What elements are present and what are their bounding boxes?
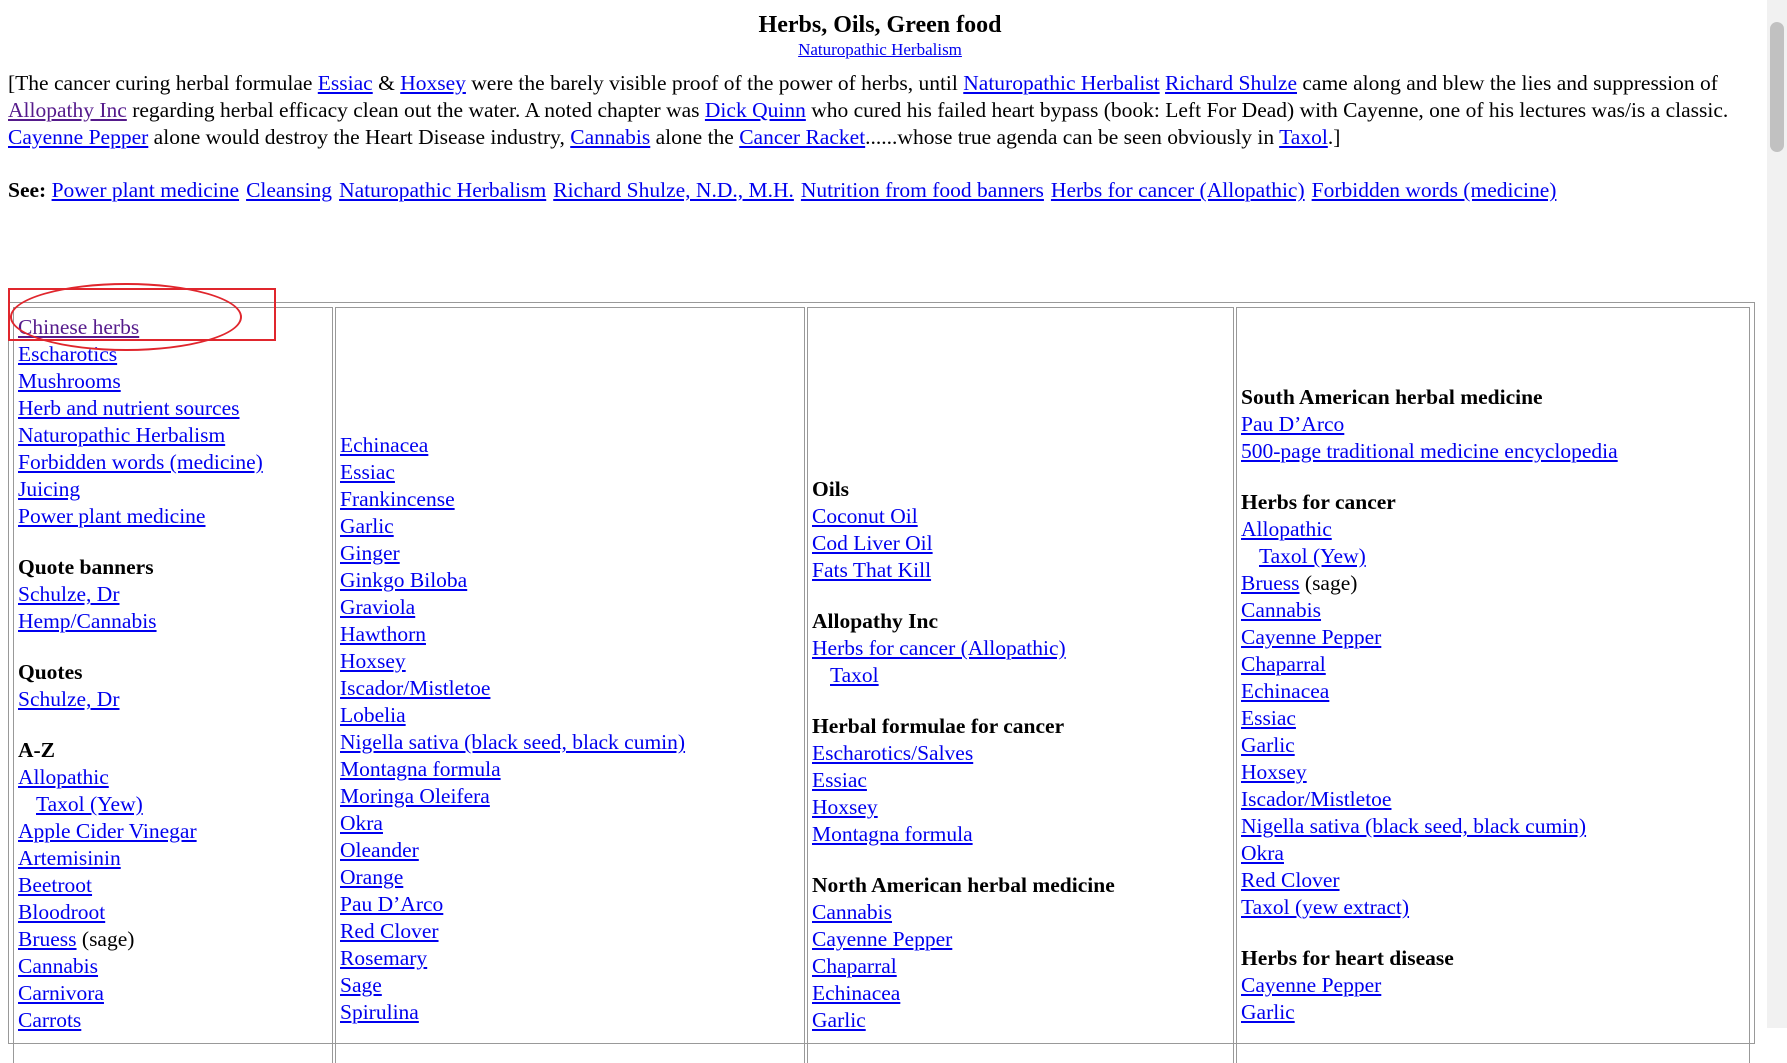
page-content — [8, 0, 1752, 204]
section-heading: Herbal formulae for cancer — [812, 714, 1065, 738]
list-item[interactable]: Chinese herbs — [18, 315, 140, 339]
list-item[interactable]: Naturopathic Herbalism — [18, 423, 226, 447]
list-item[interactable]: Juicing — [18, 477, 81, 501]
list-link[interactable]: Bruess — [18, 927, 77, 951]
section-heading: Herbs for cancer — [1241, 490, 1396, 514]
intro-text: came along and blew the lies and suppression of — [1297, 71, 1718, 95]
list-item[interactable]: Sage — [340, 973, 382, 997]
list-item[interactable]: Hoxsey — [1241, 760, 1307, 784]
list-item[interactable]: Bloodroot — [18, 900, 106, 924]
list-item[interactable]: Herb and nutrient sources — [18, 396, 240, 420]
list-item[interactable]: Allopathic — [1241, 517, 1332, 541]
list-item[interactable]: Cayenne Pepper — [1241, 625, 1382, 649]
section-heading: Quotes — [18, 660, 83, 684]
column-2-content — [340, 432, 802, 1026]
list-item[interactable]: Cod Liver Oil — [812, 531, 933, 555]
intro-text: .] — [1327, 125, 1341, 149]
list-item[interactable]: Okra — [1241, 841, 1284, 865]
intro-text: alone would destroy the Heart Disease industry, — [148, 125, 571, 149]
list-item[interactable]: Carnivora — [18, 981, 104, 1005]
see-link[interactable]: Cleansing — [246, 178, 333, 202]
list-item[interactable]: Chaparral — [812, 954, 897, 978]
list-item[interactable]: Schulze, Dr — [18, 687, 120, 711]
see-link[interactable]: Nutrition from food banners — [800, 178, 1044, 202]
see-link[interactable]: Forbidden words (medicine) — [1311, 178, 1557, 202]
see-label: See: — [8, 178, 47, 202]
list-item[interactable]: Taxol (Yew) — [1259, 544, 1366, 568]
see-link[interactable]: Herbs for cancer (Allopathic) — [1050, 178, 1305, 202]
list-item[interactable]: Pau D’Arco — [340, 892, 444, 916]
list-item[interactable]: Hemp/Cannabis — [18, 609, 157, 633]
list-item[interactable]: Carrots — [18, 1008, 82, 1032]
list-item[interactable]: Ginger — [340, 541, 400, 565]
list-item[interactable]: Frankincense — [340, 487, 455, 511]
list-item[interactable]: Okra — [340, 811, 383, 835]
list-item[interactable]: Echinacea — [812, 981, 901, 1005]
list-item[interactable]: Red Clover — [1241, 868, 1340, 892]
list-item[interactable]: Allopathic — [18, 765, 109, 789]
link-richard-shulze[interactable]: Richard Shulze — [1165, 71, 1297, 95]
link-hoxsey[interactable]: Hoxsey — [400, 71, 466, 95]
column-3-content — [812, 476, 1231, 1034]
intro-text: were the barely visible proof of the power of herbs, until — [465, 71, 964, 95]
column-1 — [13, 307, 333, 1063]
list-item[interactable]: Orange — [340, 865, 404, 889]
list-item[interactable]: Red Clover — [340, 919, 439, 943]
list-item[interactable]: Essiac — [1241, 706, 1296, 730]
column-3 — [807, 307, 1234, 1063]
list-item[interactable]: Iscador/Mistletoe — [1241, 787, 1392, 811]
list-item[interactable]: Taxol (yew extract) — [1241, 895, 1410, 919]
list-item[interactable]: Moringa Oleifera — [340, 784, 490, 808]
list-item[interactable]: Garlic — [812, 1008, 866, 1032]
list-note: (sage) — [76, 927, 135, 951]
list-item[interactable]: Cayenne Pepper — [1241, 973, 1382, 997]
link-naturopathic-herbalist[interactable]: Naturopathic Herbalist — [963, 71, 1160, 95]
list-item[interactable]: Fats That Kill — [812, 558, 932, 582]
see-also — [8, 177, 1752, 204]
section-heading: Allopathy Inc — [812, 609, 939, 633]
list-item — [1241, 570, 1747, 597]
intro-text: [The cancer curing herbal formulae — [8, 71, 318, 95]
list-item[interactable]: Ginkgo Biloba — [340, 568, 468, 592]
list-item[interactable]: Cannabis — [812, 900, 893, 924]
list-item[interactable]: Hawthorn — [340, 622, 426, 646]
section-heading: Herbs for heart disease — [1241, 946, 1454, 970]
list-item[interactable]: 500-page traditional medicine encyclopedia — [1241, 439, 1618, 463]
list-item[interactable]: Montagna formula — [812, 822, 973, 846]
link-cannabis[interactable]: Cannabis — [570, 125, 651, 149]
list-item[interactable]: Coconut Oil — [812, 504, 918, 528]
column-4 — [1236, 307, 1750, 1063]
list-item[interactable]: Chaparral — [1241, 652, 1326, 676]
intro-text: alone the — [650, 125, 740, 149]
list-item[interactable]: Cayenne Pepper — [812, 927, 953, 951]
link-dick-quinn[interactable]: Dick Quinn — [704, 98, 806, 122]
list-item[interactable]: Cannabis — [1241, 598, 1322, 622]
link-cancer-racket[interactable]: Cancer Racket — [739, 125, 866, 149]
column-4-content — [1241, 384, 1747, 1026]
annotation-ellipse — [10, 283, 242, 351]
see-link[interactable]: Richard Shulze, N.D., M.H. — [553, 178, 794, 202]
link-taxol[interactable]: Taxol — [1279, 125, 1328, 149]
list-item[interactable]: Escharotics — [18, 342, 118, 366]
list-item[interactable]: Montagna formula — [340, 757, 501, 781]
column-1-content — [18, 314, 330, 1034]
list-item[interactable]: Nigella sativa (black seed, black cumin) — [340, 730, 686, 754]
list-item[interactable]: Iscador/Mistletoe — [340, 676, 491, 700]
link-cayenne-pepper[interactable]: Cayenne Pepper — [8, 125, 149, 149]
intro-text: regarding herbal efficacy clean out the water. A noted chapter was — [126, 98, 705, 122]
list-item[interactable]: Beetroot — [18, 873, 93, 897]
section-heading: South American herbal medicine — [1241, 385, 1543, 409]
links-table — [8, 302, 1755, 1044]
see-link[interactable]: Naturopathic Herbalism — [339, 178, 547, 202]
intro-text: & — [372, 71, 401, 95]
list-item[interactable]: Forbidden words (medicine) — [18, 450, 263, 474]
section-heading: Quote banners — [18, 555, 154, 579]
list-item[interactable]: Garlic — [340, 514, 394, 538]
section-heading: A-Z — [18, 738, 56, 762]
list-item[interactable]: Garlic — [1241, 1000, 1295, 1024]
list-item — [18, 926, 330, 953]
list-item[interactable]: Lobelia — [340, 703, 406, 727]
list-item[interactable]: Herbs for cancer (Allopathic) — [812, 636, 1066, 660]
list-item[interactable]: Hoxsey — [340, 649, 406, 673]
section-heading: North American herbal medicine — [812, 873, 1115, 897]
list-item[interactable]: Essiac — [340, 460, 395, 484]
list-item[interactable]: Essiac — [812, 768, 867, 792]
list-item[interactable]: Spirulina — [340, 1000, 419, 1024]
list-item[interactable]: Pau D’Arco — [1241, 412, 1345, 436]
list-item[interactable]: Nigella sativa (black seed, black cumin) — [1241, 814, 1587, 838]
subtitle-link[interactable]: Naturopathic Herbalism — [798, 40, 962, 59]
list-item[interactable]: Garlic — [1241, 733, 1295, 757]
column-2 — [335, 307, 805, 1063]
list-item[interactable]: Taxol — [830, 663, 879, 687]
list-item[interactable]: Mushrooms — [18, 369, 121, 393]
list-item[interactable]: Apple Cider Vinegar — [18, 819, 197, 843]
see-link[interactable]: Power plant medicine — [51, 178, 240, 202]
list-item[interactable]: Echinacea — [1241, 679, 1330, 703]
list-item[interactable]: Echinacea — [340, 433, 429, 457]
page-title: Herbs, Oils, Green food — [758, 12, 1002, 38]
list-note: (sage) — [1299, 571, 1358, 595]
vertical-scrollbar[interactable] — [1767, 0, 1787, 1028]
list-item[interactable]: Oleander — [340, 838, 419, 862]
list-item[interactable]: Taxol (Yew) — [36, 792, 143, 816]
list-item[interactable]: Escharotics/Salves — [812, 741, 974, 765]
section-heading: Oils — [812, 477, 850, 501]
intro-text: who cured his failed heart bypass (book: Left For Dead) with Cayenne, one of his lectures was/is a classic. — [805, 98, 1729, 122]
list-item[interactable]: Cannabis — [18, 954, 99, 978]
list-item[interactable]: Rosemary — [340, 946, 428, 970]
list-item[interactable]: Schulze, Dr — [18, 582, 120, 606]
list-link[interactable]: Bruess — [1241, 571, 1300, 595]
scrollbar-thumb[interactable] — [1770, 22, 1784, 152]
intro-paragraph — [8, 70, 1752, 151]
link-allopathy-inc[interactable]: Allopathy Inc — [8, 98, 127, 122]
list-item[interactable]: Hoxsey — [812, 795, 878, 819]
list-item[interactable]: Power plant medicine — [18, 504, 206, 528]
list-item[interactable]: Graviola — [340, 595, 416, 619]
list-item[interactable]: Artemisinin — [18, 846, 121, 870]
intro-text: ......whose true agenda can be seen obviously in — [865, 125, 1280, 149]
link-essiac[interactable]: Essiac — [317, 71, 373, 95]
